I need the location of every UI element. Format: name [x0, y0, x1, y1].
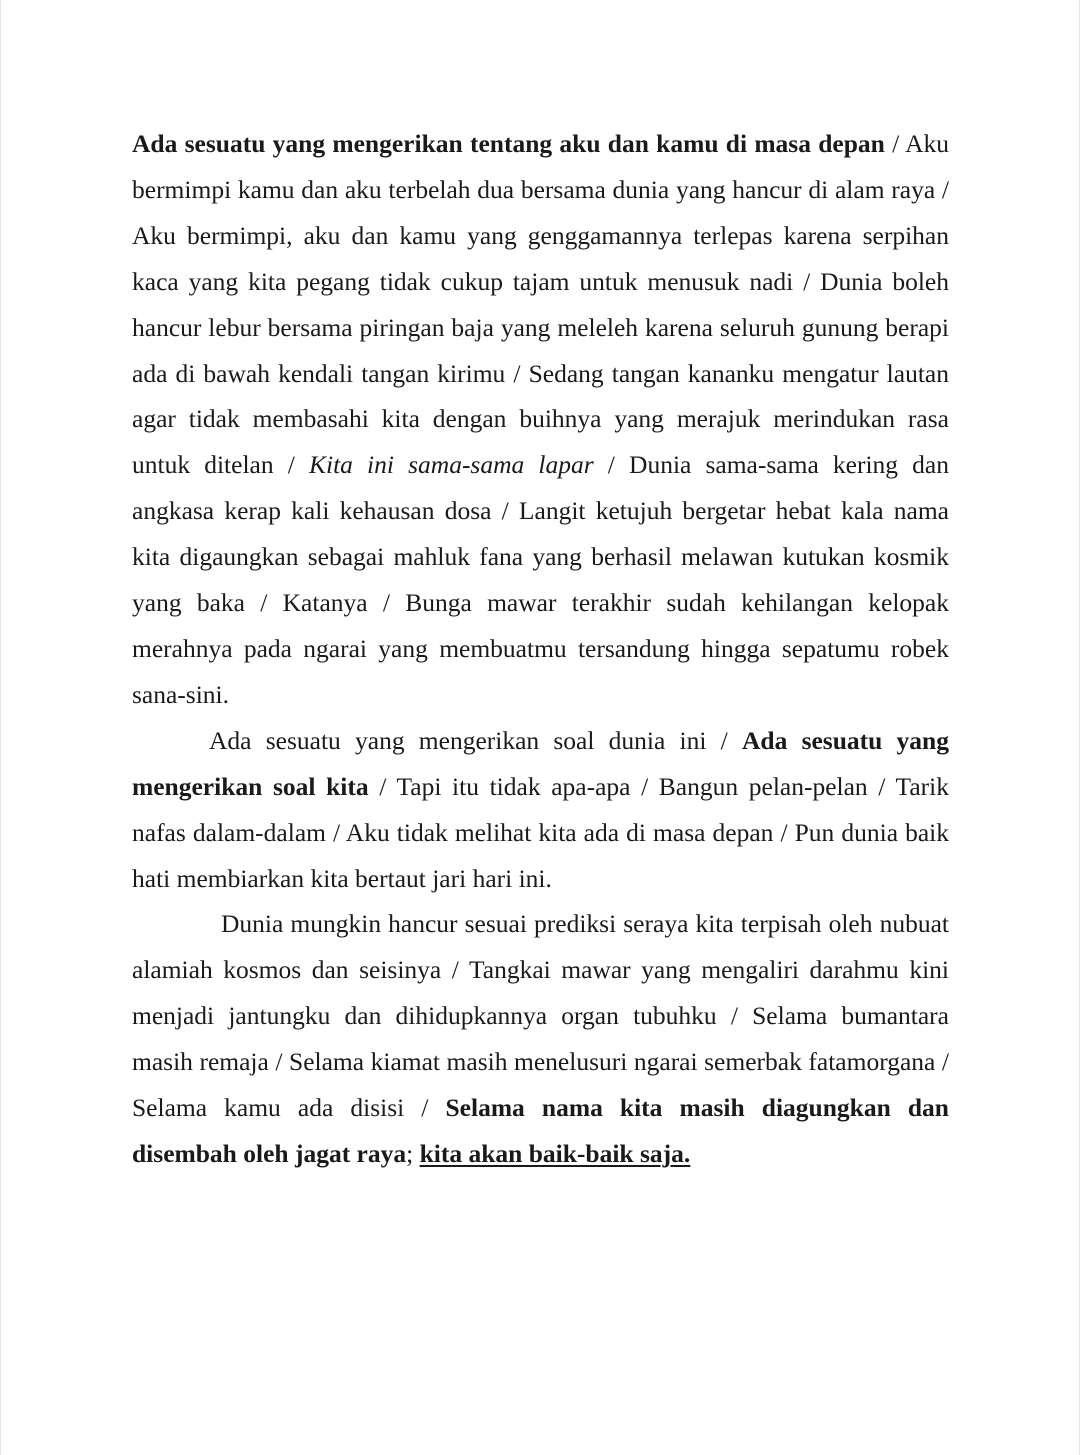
paragraph-text: / Tapi itu tidak apa-apa / Bangun pelan-pelan / Tarik nafas dalam-dalam / Aku tidak melihat kita ada di masa depan / Pun dunia baik hati membiarkan kita bertaut jari hari ini.	[132, 771, 949, 893]
paragraph-1	[132, 121, 949, 718]
paragraph-3	[132, 901, 949, 1176]
poem-body	[132, 121, 949, 1177]
paragraph-text: Dunia mungkin hancur sesuai prediksi seraya kita terpisah oleh nubuat alamiah kosmos dan seisinya / Tangkai mawar yang mengaliri darahmu kini menjadi jantungku dan dihidupkannya organ tubuhku / Selama bumantara masih remaja / Selama kiamat masih menelusuri ngarai semerbak fatamorgana / Selama kamu ada disisi /	[132, 909, 949, 1123]
paragraph-2	[132, 718, 949, 902]
closing-underline-text: kita akan baik-baik saja.	[419, 1138, 691, 1168]
semicolon: ;	[406, 1138, 420, 1168]
paragraph-text: / Dunia sama-sama kering dan angkasa kerap kali kehausan dosa / Langit ketujuh bergetar hebat kala nama kita digaungkan sebagai mahluk fana yang berhasil melawan kutukan kosmik yang baka / Katanya / Bunga mawar terakhir sudah kehilangan kelopak merahnya pada ngarai yang membuatmu tersandung hingga sepatumu robek sana-sini.	[132, 450, 949, 709]
closing-bold-underline	[420, 1139, 691, 1168]
bold-phrase: Ada sesuatu yang mengerikan soal kita	[132, 725, 949, 801]
paragraph-text: Ada sesuatu yang mengerikan soal dunia ini /	[209, 725, 742, 755]
paragraph-text: / Aku bermimpi kamu dan aku terbelah dua bersama dunia yang hancur di alam raya / Aku bermimpi, aku dan kamu yang genggamannya terlepas karena serpihan kaca yang kita pegang tidak cukup tajam untuk menusuk nadi / Dunia boleh hancur lebur bersama piringan baja yang meleleh karena seluruh gunung berapi ada di bawah kendali tangan kirimu / Sedang tangan kananku mengatur lautan agar tidak membasahi kita dengan buihnya yang merajuk merindukan rasa untuk ditelan /	[132, 129, 950, 480]
opening-bold-line: Ada sesuatu yang mengerikan tentang aku dan kamu di masa depan	[132, 129, 885, 158]
italic-phrase: Kita ini sama-sama lapar	[308, 450, 594, 480]
bold-phrase: Selama nama kita masih diagungkan dan disembah oleh jagat raya	[132, 1093, 949, 1168]
